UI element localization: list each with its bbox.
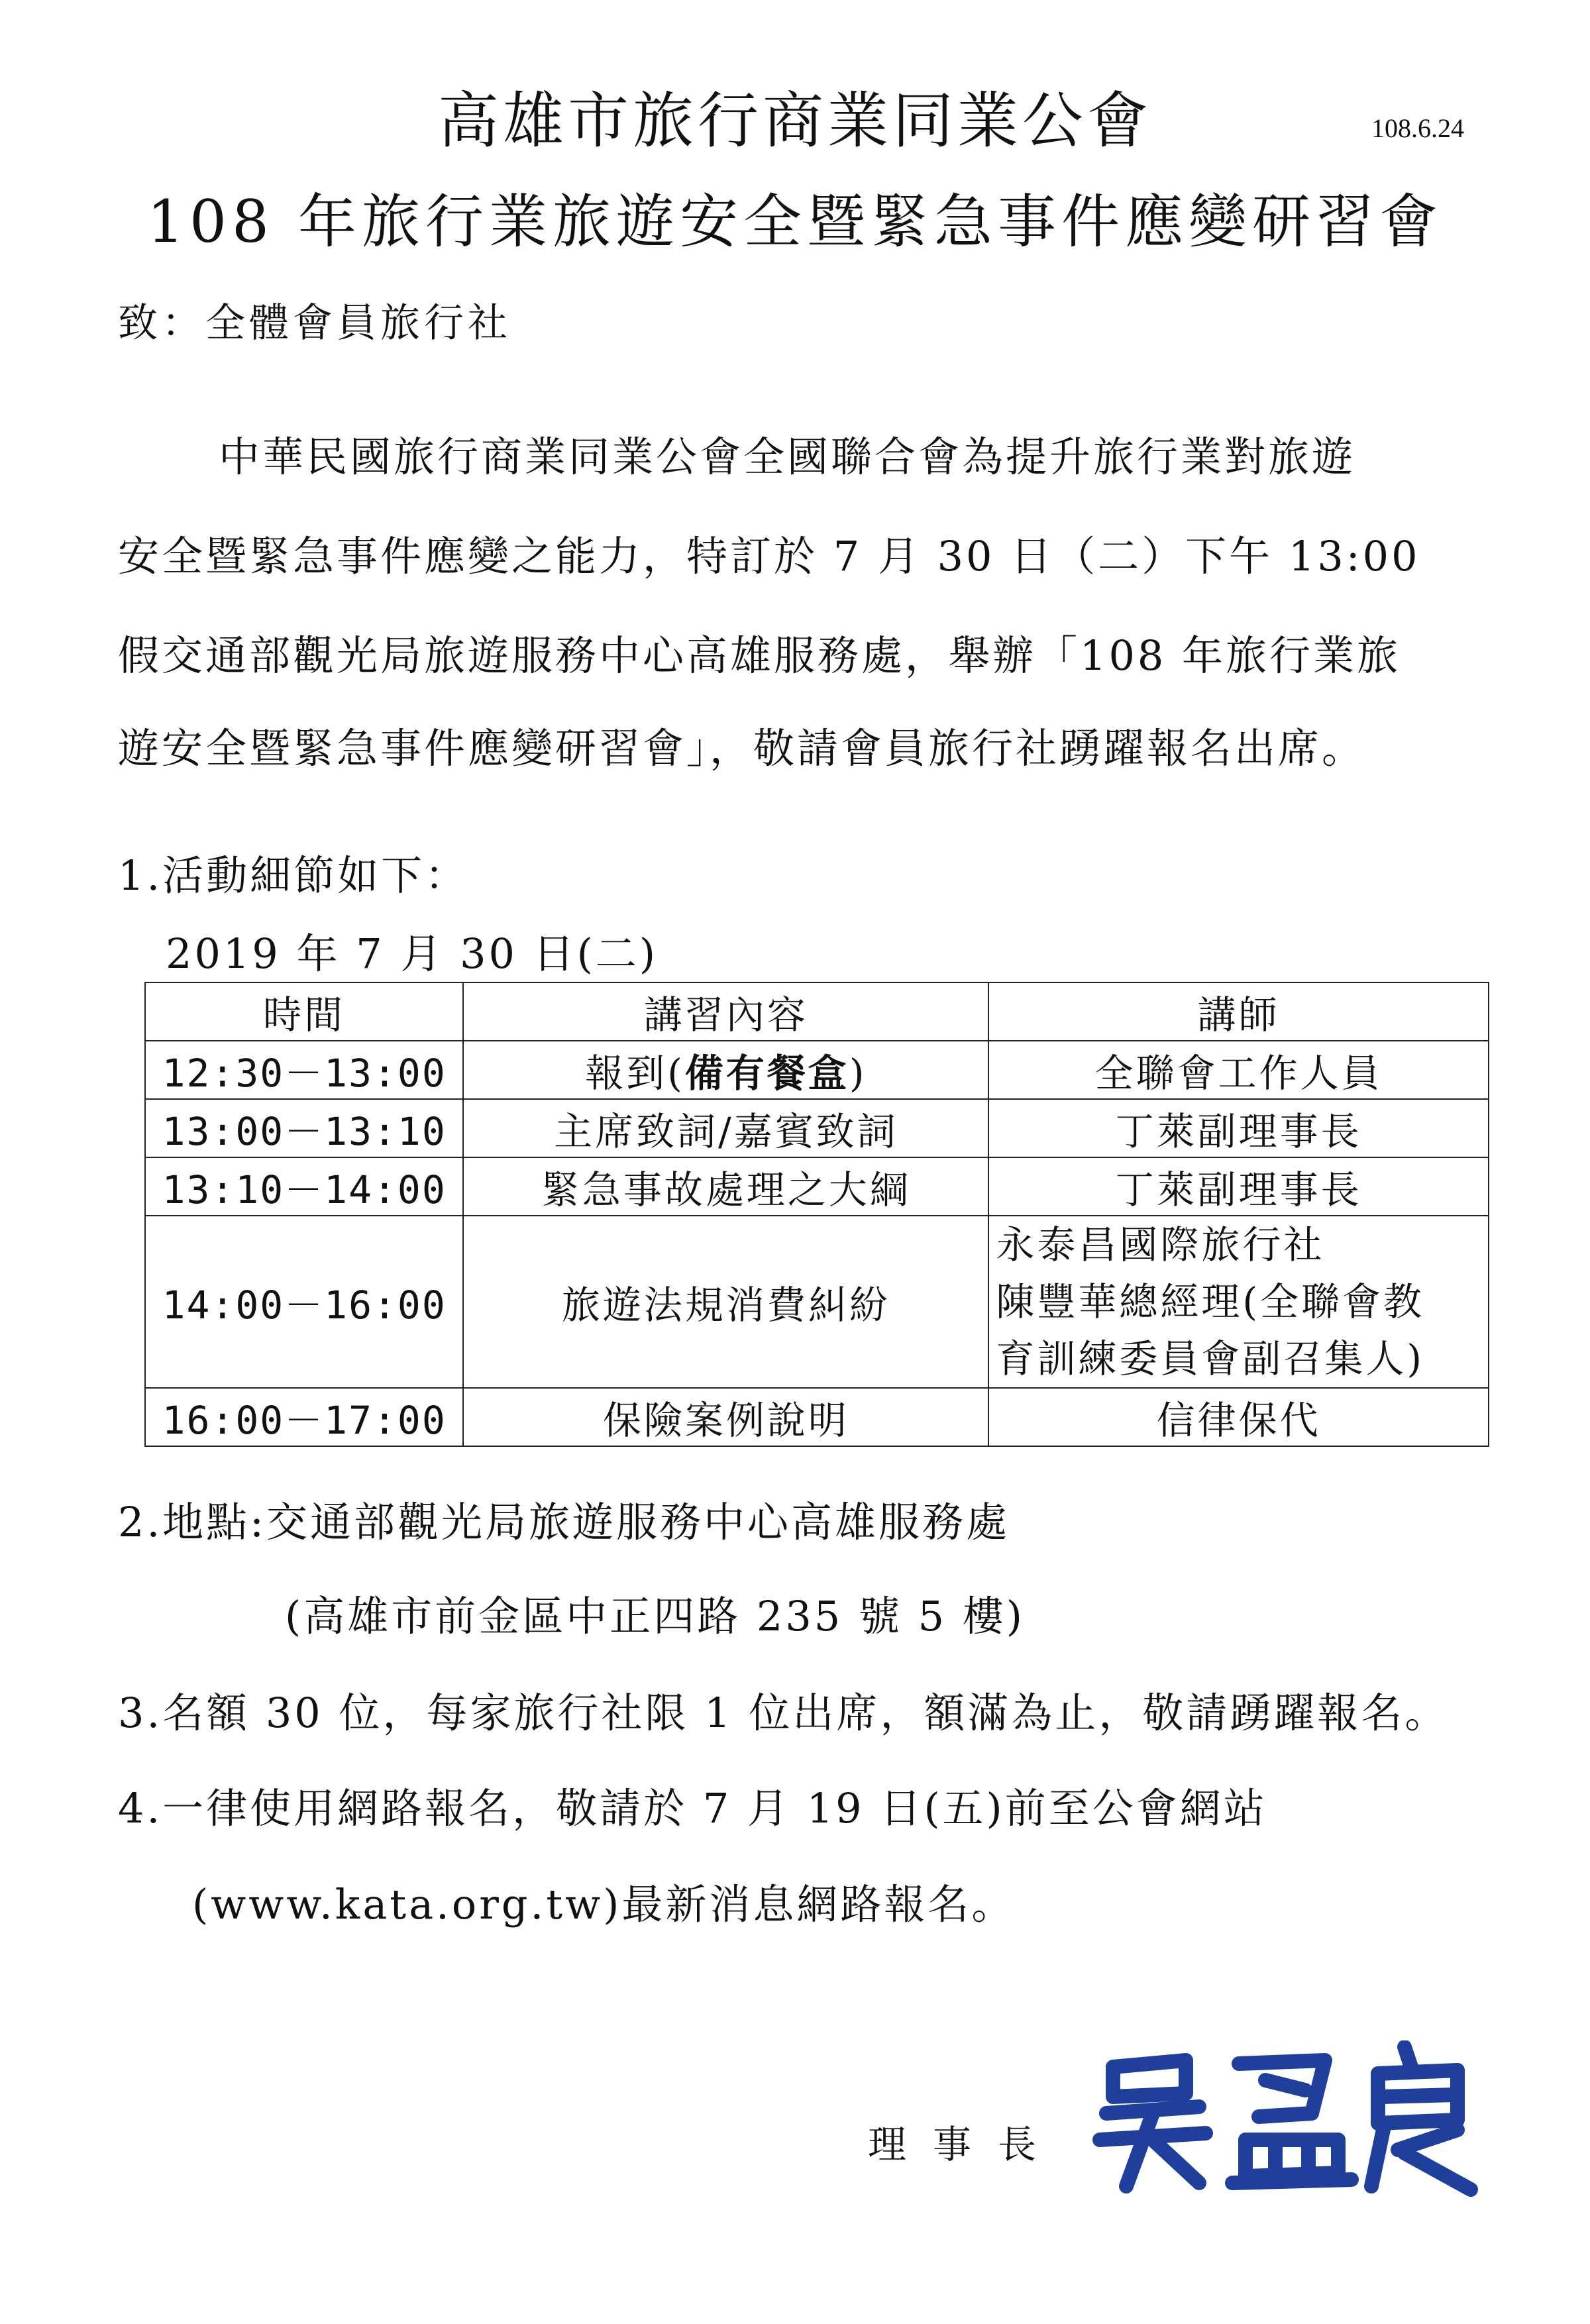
table-row	[145, 1041, 1489, 1099]
row-time: 13:10－14:00	[145, 1157, 463, 1216]
row-content: 保險案例說明	[463, 1388, 988, 1446]
row-speaker: 信律保代	[988, 1388, 1489, 1446]
row-time: 13:00－13:10	[145, 1099, 463, 1157]
header-speaker: 講師	[988, 982, 1489, 1041]
row-speaker: 丁萊副理事長	[988, 1099, 1489, 1157]
row-speaker	[988, 1216, 1489, 1388]
row-time: 14:00－16:00	[145, 1216, 463, 1388]
item-2-address: (高雄市前金區中正四路 235 號 5 樓)	[285, 1592, 1025, 1640]
intro-line-3: 假交通部觀光局旅遊服務中心高雄服務處，舉辦「108 年旅行業旅	[118, 631, 1401, 680]
event-date: 2019 年 7 月 30 日(二)	[166, 929, 659, 978]
header-time: 時間	[145, 982, 463, 1041]
row-content: 緊急事故處理之大綱	[463, 1157, 988, 1216]
speaker-line: 育訓練委員會副召集人)	[996, 1336, 1424, 1381]
row-content: 旅遊法規消費糾紛	[463, 1216, 988, 1388]
content-suffix: )	[849, 1051, 867, 1096]
organization-title: 高雄市旅行商業同業公會	[437, 85, 1152, 156]
table-row	[145, 1099, 1489, 1157]
handwritten-signature	[1086, 2040, 1484, 2199]
content-prefix: 報到(	[585, 1051, 685, 1096]
chairman-label: 理事長	[868, 2122, 1063, 2167]
row-content: 主席致詞/嘉賓致詞	[463, 1099, 988, 1157]
intro-line-1: 中華民國旅行商業同業公會全國聯合會為提升旅行業對旅遊	[219, 433, 1356, 481]
row-time: 16:00－17:00	[145, 1388, 463, 1446]
recipient-line: 致：全體會員旅行社	[118, 300, 511, 346]
row-content	[463, 1041, 988, 1099]
document-date: 108.6.24	[1371, 113, 1464, 143]
header-content: 講習內容	[463, 982, 988, 1041]
item-1-heading: 1.活動細節如下：	[118, 851, 469, 900]
row-speaker: 全聯會工作人員	[988, 1041, 1489, 1099]
event-title: 108 年旅行業旅遊安全暨緊急事件應變研習會	[147, 187, 1443, 256]
speaker-line: 陳豐華總經理(全聯會教	[996, 1279, 1424, 1324]
item-2-location: 2.地點:交通部觀光局旅遊服務中心高雄服務處	[118, 1498, 1010, 1546]
table-row	[145, 1157, 1489, 1216]
table-row	[145, 1216, 1489, 1388]
speaker-line: 永泰昌國際旅行社	[996, 1222, 1325, 1267]
item-4-registration: 4.一律使用網路報名，敬請於 7 月 19 日(五)前至公會網站	[118, 1784, 1267, 1832]
table-row	[145, 1388, 1489, 1446]
row-speaker: 丁萊副理事長	[988, 1157, 1489, 1216]
item-3-capacity: 3.名額 30 位，每家旅行社限 1 位出席，額滿為止，敬請踴躍報名。	[118, 1689, 1449, 1737]
table-header-row	[145, 982, 1489, 1041]
item-4-registration-url: (www.kata.org.tw)最新消息網路報名。	[192, 1880, 1016, 1928]
row-time: 12:30－13:00	[145, 1041, 463, 1099]
schedule-table	[144, 982, 1489, 1447]
intro-line-2: 安全暨緊急事件應變之能力，特訂於 7 月 30 日（二）下午 13:00	[118, 532, 1420, 580]
intro-line-4: 遊安全暨緊急事件應變研習會」，敬請會員旅行社踴躍報名出席。	[118, 724, 1366, 772]
content-bold: 備有餐盒	[684, 1051, 849, 1096]
